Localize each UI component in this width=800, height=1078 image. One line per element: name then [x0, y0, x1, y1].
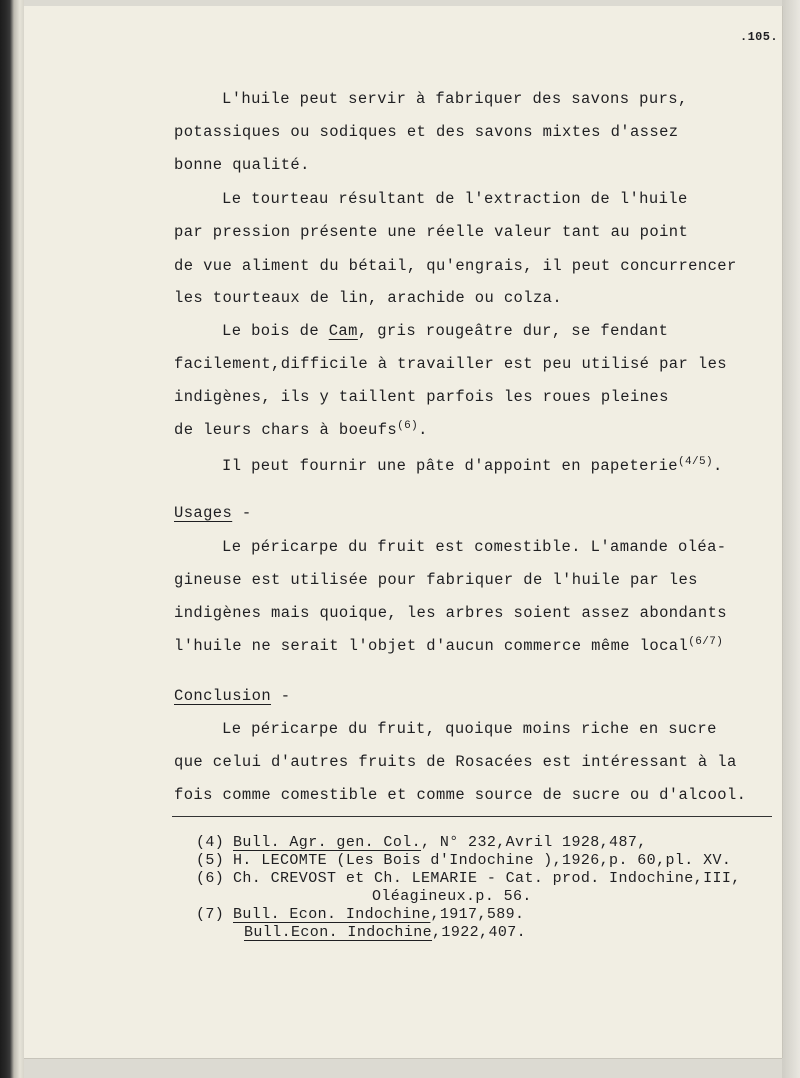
section-heading-usages: [174, 504, 252, 522]
footnote-number: (6): [196, 870, 225, 887]
text-span: ,1917,589.: [430, 906, 525, 923]
text-span: , gris rougeâtre dur, se fendant: [357, 322, 669, 340]
body-line: Le tourteau résultant de l'extraction de l'huile: [222, 190, 688, 208]
body-line: fois comme comestible et comme source de sucre ou d'alcool.: [174, 786, 747, 804]
footnote-divider: [172, 816, 772, 817]
body-line: Le péricarpe du fruit est comestible. L'amande oléa-: [222, 538, 727, 556]
body-line: Le péricarpe du fruit, quoique moins riche en sucre: [222, 720, 717, 738]
section-heading-conclusion: [174, 687, 290, 705]
book-binding: [0, 0, 24, 1078]
text-span: , N° 232,Avril 1928,487,: [421, 834, 647, 851]
body-line: gineuse est utilisée pour fabriquer de l'huile par les: [174, 571, 698, 589]
page-edge: [782, 0, 800, 1078]
footnote-7b: [244, 924, 526, 941]
body-line: [174, 420, 428, 439]
footnote-reference: (6): [397, 420, 419, 432]
text-span: -: [271, 687, 291, 705]
heading-text: Usages: [174, 504, 233, 522]
body-line: [174, 636, 723, 655]
footnote-source: Bull. Agr. gen. Col.: [233, 834, 422, 851]
body-line: potassiques ou sodiques et des savons mixtes d'assez: [174, 123, 679, 141]
footnote-number: (4): [196, 834, 225, 851]
body-line: L'huile peut servir à fabriquer des savons purs,: [222, 90, 688, 108]
text-span: .: [418, 421, 428, 439]
body-line: [222, 456, 723, 475]
footnote-6: Ch. CREVOST et Ch. LEMARIE - Cat. prod. Indochine,III,: [233, 870, 741, 887]
footnote-reference: (6/7): [688, 636, 724, 648]
text-span: de leurs chars à boeufs: [174, 421, 398, 439]
body-line: par pression présente une réelle valeur tant au point: [174, 223, 689, 241]
heading-text: Conclusion: [174, 687, 272, 705]
footnote-4: [233, 834, 647, 851]
body-line: les tourteaux de lin, arachide ou colza.: [174, 289, 563, 307]
footnote-number: (7): [196, 906, 225, 923]
footnote-reference: (4/5): [677, 456, 713, 468]
text-span: -: [232, 504, 252, 522]
body-line: facilement,difficile à travailler est peu utilisé par les: [174, 355, 727, 373]
body-line: indigènes mais quoique, les arbres soient assez abondants: [174, 604, 727, 622]
footnote-6-continued: Oléagineux.p. 56.: [372, 888, 532, 905]
footnote-source: Bull. Econ. Indochine: [233, 906, 431, 923]
body-line: de vue aliment du bétail, qu'engrais, il peut concurrencer: [174, 257, 737, 275]
footnote-source: Bull.Econ. Indochine: [244, 924, 433, 941]
text-span: ,1922,407.: [432, 924, 527, 941]
text-span: Il peut fournir une pâte d'appoint en papeterie: [222, 457, 678, 475]
body-line: que celui d'autres fruits de Rosacées est intéressant à la: [174, 753, 737, 771]
body-line: bonne qualité.: [174, 156, 310, 174]
text-span: Le bois de: [222, 322, 329, 340]
underlined-term: Cam: [328, 322, 358, 340]
body-line: [222, 322, 668, 340]
page-number: .105.: [739, 30, 778, 44]
body-line: indigènes, ils y taillent parfois les roues pleines: [174, 388, 669, 406]
footnote-7a: [233, 906, 524, 923]
text-span: .: [713, 457, 723, 475]
text-span: l'huile ne serait l'objet d'aucun commerce même local: [174, 637, 689, 655]
footnote-number: (5): [196, 852, 225, 869]
footnote-5: H. LECOMTE (Les Bois d'Indochine ),1926,p. 60,pl. XV.: [233, 852, 732, 869]
